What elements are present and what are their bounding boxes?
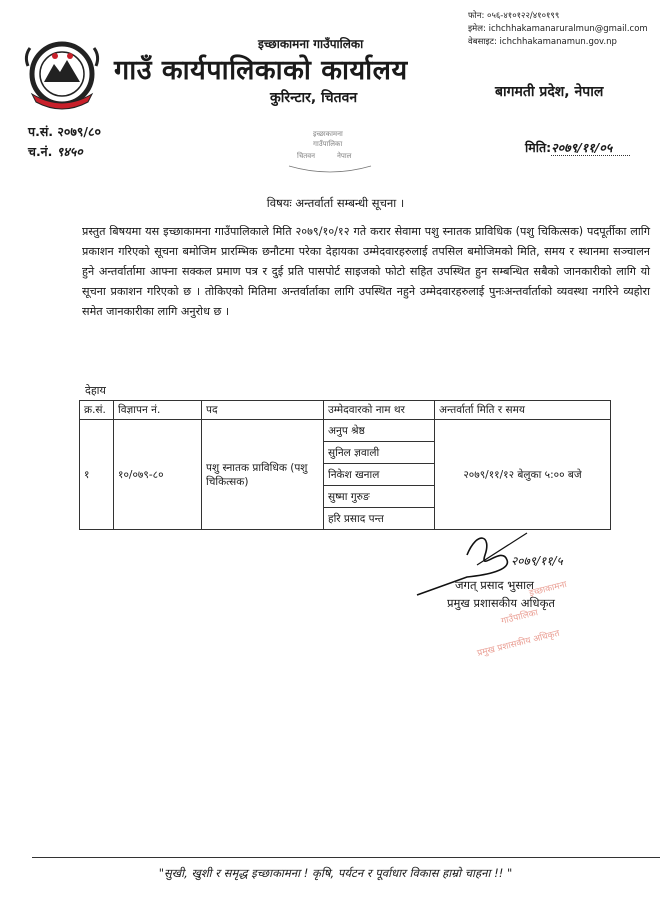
footer-divider	[32, 857, 660, 858]
dispatch-stamp-line: चितवन	[297, 152, 316, 160]
table-header: उम्मेदवारको नाम थर	[324, 401, 435, 420]
date-line	[525, 139, 630, 156]
table-header: पद	[202, 401, 324, 420]
signatory-designation: प्रमुख प्रशासकीय अधिकृत	[447, 596, 555, 610]
cn-value: ९४५०	[56, 144, 83, 159]
website-text: वेबसाइट: ichchhakamanamun.gov.np	[468, 37, 617, 47]
footer-motto: "सुखी, खुशी र समृद्ध इच्छाकामना ! कृषि, पर्यटन र पूर्वाधार विकास हाम्रो चाहना !! "	[158, 866, 513, 880]
post-cell: पशु स्नातक प्राविधिक (पशु चिकित्सक)	[202, 420, 324, 530]
email-text: इमेल: ichchhakamanaruralmun@gmail.com	[468, 24, 648, 34]
serial-cell: १	[80, 420, 114, 530]
candidate-cell: सुष्मा गुरुङ	[324, 486, 435, 508]
dispatch-number	[28, 143, 83, 160]
interview-cell: २०७९/११/१२ बेलुका ५:०० बजे	[435, 420, 611, 530]
phone-text: फोन: ०५६-४१०१२२/४१०१९९	[468, 11, 560, 21]
dispatch-stamp-line: नेपाल	[337, 152, 352, 160]
date-label: मिति:	[525, 140, 552, 155]
table-row	[80, 420, 611, 442]
dispatch-stamp-line: इच्छाकामना	[313, 130, 343, 138]
municipality-name: इच्छाकामना गाउँपालिका	[258, 37, 364, 51]
reference-number	[28, 123, 101, 140]
table-header: क्र.सं.	[80, 401, 114, 420]
office-stamp-line: गाउँपालिका	[500, 608, 540, 627]
dispatch-stamp	[283, 126, 378, 176]
table-header-row	[80, 401, 611, 420]
candidate-table	[79, 400, 611, 530]
candidate-cell: निकेश खनाल	[324, 464, 435, 486]
signature-date: २०७९/११/५	[511, 554, 563, 568]
office-location: कुरिन्टार, चितवन	[270, 90, 358, 106]
table-header: विज्ञापन नं.	[114, 401, 202, 420]
table-header: अन्तर्वार्ता मिति र समय	[435, 401, 611, 420]
dispatch-stamp-line: गाउँपालिका	[313, 140, 343, 148]
ad-number-cell: १०/०७९-८०	[114, 420, 202, 530]
cn-label: च.नं.	[28, 144, 53, 159]
annex-label: देहाय	[85, 384, 106, 397]
ps-label: प.सं.	[28, 124, 54, 139]
ps-value: २०७९/८०	[57, 124, 101, 139]
candidate-cell: हरि प्रसाद पन्त	[324, 508, 435, 530]
signatory-name: जगत् प्रसाद भुसाल	[455, 578, 534, 592]
nepal-emblem-icon	[22, 36, 102, 110]
province-text: बागमती प्रदेश, नेपाल	[495, 84, 604, 100]
contact-block	[468, 10, 648, 49]
notice-body: प्रस्तुत बिषयमा यस इच्छाकामना गाउँपालिकाले मिति २०७९/१०/१२ गते करार सेवामा पशु स्नातक प्राविधिक (पशु चिकित्सक) पदपूर्तीका लागि प्रकाशन गरिएको सूचना बमोजिम प्रारम्भिक छनौटमा परेका देहायका उम्मेदवारहरुलाई तपसिल बमोजिमको मिति, समय र स्थानमा सञ्चालन हुने अन्तर्वार्तामा आफ्ना सक्कल प्रमाण पत्र र दुई प्रति पासपोर्ट साइजको फोटो सहित उपस्थित हुन सम्बन्धित सबैको जानकारीको लागि यो सूचना प्रकाशन गरिएको छ । तोकिएको मितिमा अन्तर्वार्ताका लागि उपस्थित नहुने उम्मेदवारहरुलाई पुनःअन्तर्वार्ताको व्यवस्था नगरिने व्यहोरा समेत जानकारीका लागि अनुरोध छ ।	[82, 225, 650, 318]
office-title: गाउँ कार्यपालिकाको कार्यालय	[114, 55, 408, 86]
office-stamp-line: इच्छाकामना	[528, 579, 568, 599]
notice-subject: विषयः अन्तर्वार्ता सम्बन्धी सूचना ।	[266, 196, 405, 210]
candidate-cell: सुनिल ज्ञवाली	[324, 442, 435, 464]
candidate-cell: अनुप श्रेष्ठ	[324, 420, 435, 442]
date-value: २०७९/११/०५	[551, 140, 630, 156]
office-stamp-line: प्रमुख प्रशासकीय अधिकृत	[476, 628, 561, 659]
